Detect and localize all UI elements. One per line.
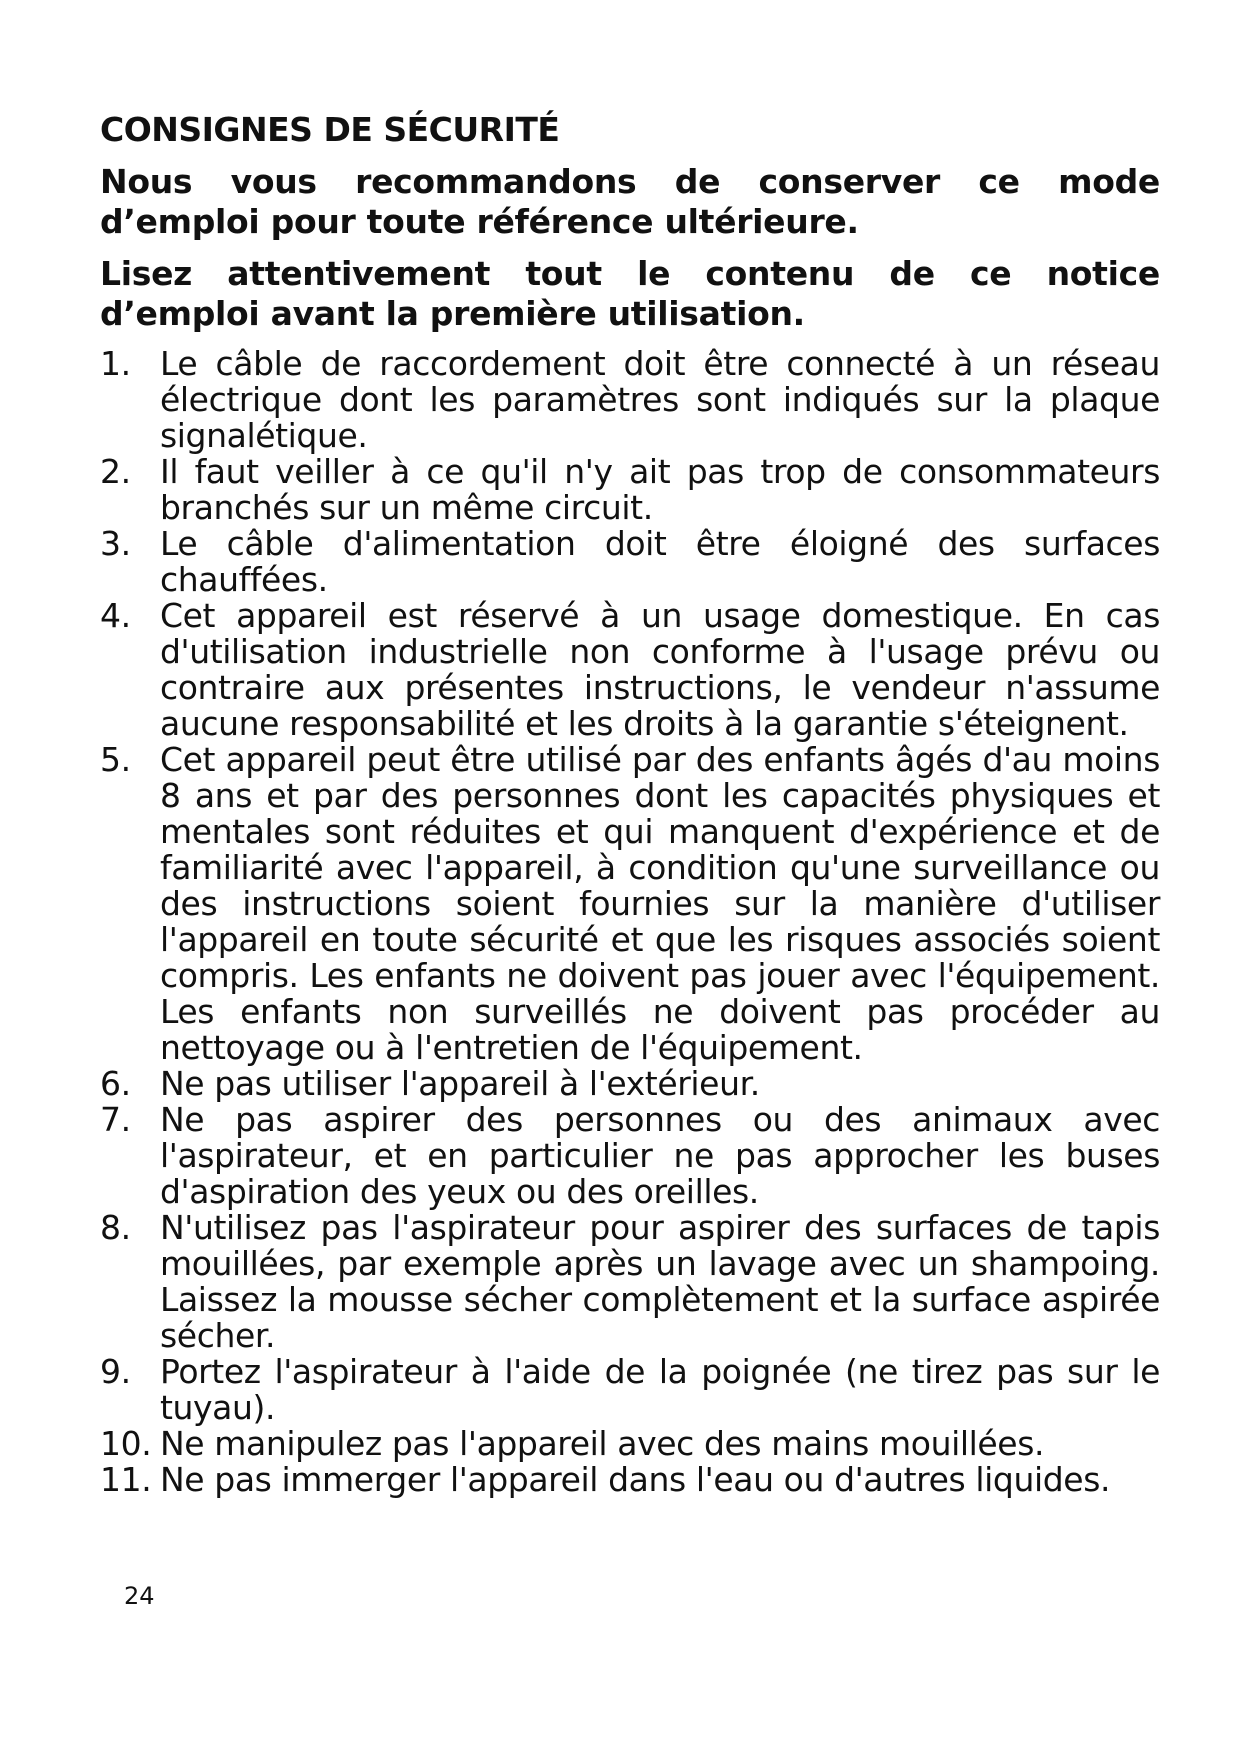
item-number: 9.: [100, 1352, 131, 1391]
item-text: Ne pas utiliser l'appareil à l'extérieur.: [160, 1064, 760, 1103]
item-number: 8.: [100, 1208, 131, 1247]
item-number: 7.: [100, 1100, 131, 1139]
item-number: 5.: [100, 740, 131, 779]
item-number: 6.: [100, 1064, 131, 1103]
item-text: Cet appareil peut être utilisé par des enfants âgés d'au moins 8 ans et par des personnes dont les capacités physiques et mentales sont réduites et qui manquent d'expérience et de familiarité avec l'appareil, à condition qu'une surveillance ou des instructions soient fournies sur la manière d'utiliser l'appareil en toute sécurité et que les risques associés soient compris. Les enfants ne doivent pas jouer avec l'équipement. Les enfants non surveillés ne doivent pas procéder au nettoyage ou à l'entretien de l'équipement.: [160, 740, 1160, 1067]
item-number: 1.: [100, 344, 131, 383]
list-item: [100, 526, 1160, 598]
safety-rules-list: [100, 346, 1160, 1498]
intro-keep-manual: Nous vous recommandons de conserver ce mode d’emploi pour toute référence ultérieure.: [100, 162, 1160, 241]
item-number: 3.: [100, 524, 131, 563]
item-text: Il faut veiller à ce qu'il n'y ait pas trop de consommateurs branchés sur un même circuit.: [160, 452, 1160, 527]
item-number: 2.: [100, 452, 131, 491]
list-item: [100, 454, 1160, 526]
list-item: [100, 1426, 1160, 1462]
list-item: [100, 1066, 1160, 1102]
list-item: [100, 1102, 1160, 1210]
list-item: [100, 1210, 1160, 1354]
item-text: Cet appareil est réservé à un usage domestique. En cas d'utilisation industrielle non conforme à l'usage prévu ou contraire aux présentes instructions, le vendeur n'assume aucune responsabilité et les droits à la garantie s'éteignent.: [160, 596, 1160, 743]
item-number: 10.: [100, 1424, 152, 1463]
item-number: 4.: [100, 596, 131, 635]
intro-read-carefully: Lisez attentivement tout le contenu de ce notice d’emploi avant la première utilisation.: [100, 254, 1160, 333]
document-page: [100, 110, 1160, 1498]
page-number: 24: [124, 1582, 155, 1610]
item-text: Portez l'aspirateur à l'aide de la poignée (ne tirez pas sur le tuyau).: [160, 1352, 1160, 1427]
item-number: 11.: [100, 1460, 152, 1499]
item-text: N'utilisez pas l'aspirateur pour aspirer des surfaces de tapis mouillées, par exemple après un lavage avec un shampoing. Laissez la mousse sécher complètement et la surface aspirée sécher.: [160, 1208, 1160, 1355]
item-text: Ne pas immerger l'appareil dans l'eau ou d'autres liquides.: [160, 1460, 1111, 1499]
item-text: Ne manipulez pas l'appareil avec des mains mouillées.: [160, 1424, 1045, 1463]
section-title: CONSIGNES DE SÉCURITÉ: [100, 110, 560, 149]
item-text: Le câble d'alimentation doit être éloigné des surfaces chauffées.: [160, 524, 1160, 599]
item-text: Le câble de raccordement doit être connecté à un réseau électrique dont les paramètres sont indiqués sur la plaque signalétique.: [160, 344, 1160, 455]
list-item: [100, 346, 1160, 454]
list-item: [100, 742, 1160, 1066]
list-item: [100, 1462, 1160, 1498]
list-item: [100, 598, 1160, 742]
item-text: Ne pas aspirer des personnes ou des animaux avec l'aspirateur, et en particulier ne pas approcher les buses d'aspiration des yeux ou des oreilles.: [160, 1100, 1160, 1211]
list-item: [100, 1354, 1160, 1426]
